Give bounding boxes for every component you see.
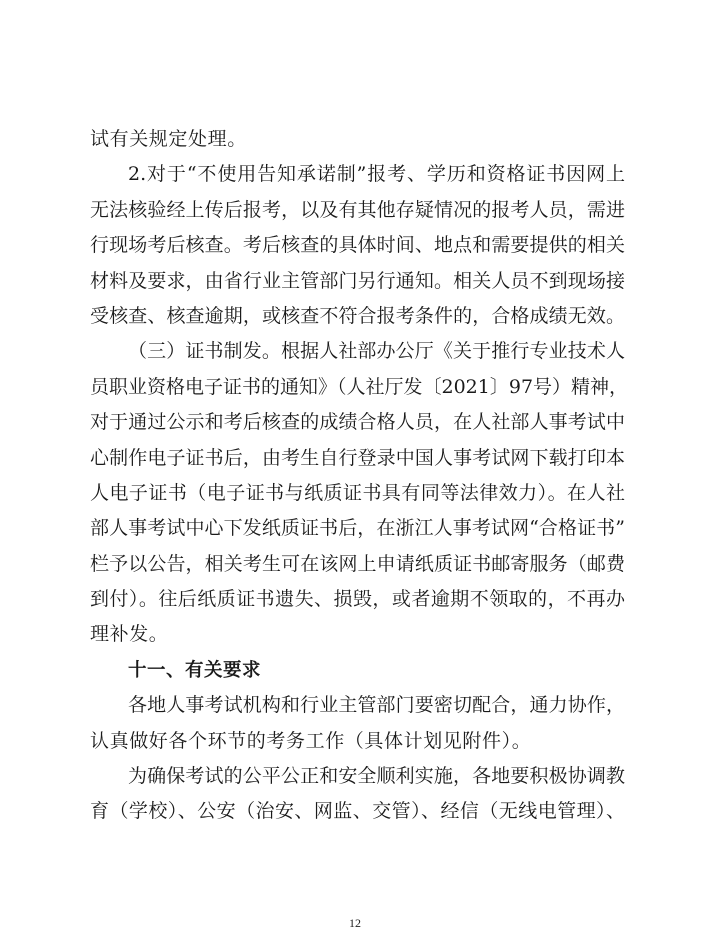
page-number: 12 — [349, 916, 361, 930]
text-line-3: 无法核验经上传后报考，以及有其他存疑情况的报考人员，需进 — [90, 198, 625, 221]
text-line-9: 对于通过公示和考后核查的成绩合格人员，在人社部人事考试中 — [90, 411, 625, 434]
text-line-11: 人电子证书（电子证书与纸质证书具有同等法律效力）。在人社 — [90, 481, 625, 504]
text-line-7: （三）证书制发。根据人社部办公厅《关于推行专业技术人 — [128, 340, 625, 363]
document-body — [90, 122, 629, 830]
text-line-17: 认真做好各个环节的考务工作（具体计划见附件）。 — [90, 729, 532, 752]
text-line-4: 行现场考后核查。考后核查的具体时间、地点和需要提供的相关 — [90, 234, 625, 257]
text-line-19: 育（学校）、公安（治安、网监、交管）、经信（无线电管理）、 — [90, 800, 625, 823]
text-line-18: 为确保考试的公平公正和安全顺利实施，各地要积极协调教 — [128, 765, 625, 788]
text-line-6: 受核查、核查逾期，或核查不符合报考条件的，合格成绩无效。 — [90, 304, 625, 327]
section-heading: 十一、有关要求 — [128, 659, 262, 681]
text-line-8: 员职业资格电子证书的通知》（人社厅发〔2021〕97号）精神， — [90, 375, 629, 398]
text-line-2: 2.对于“不使用告知承诺制”报考、学历和资格证书因网上 — [128, 163, 625, 186]
text-line-13: 栏予以公告，相关考生可在该网上申请纸质证书邮寄服务（邮费 — [90, 552, 625, 575]
text-line-1: 试有关规定处理。 — [90, 128, 247, 150]
text-line-10: 心制作电子证书后，由考生自行登录中国人事考试网下载打印本 — [90, 446, 625, 469]
text-line-12: 部人事考试中心下发纸质证书后，在浙江人事考试网“合格证书” — [90, 517, 625, 540]
text-line-5: 材料及要求，由省行业主管部门另行通知。相关人员不到现场接 — [90, 269, 625, 292]
text-line-16: 各地人事考试机构和行业主管部门要密切配合，通力协作， — [128, 694, 625, 717]
text-line-14: 到付）。往后纸质证书遗失、损毁，或者逾期不领取的，不再办 — [90, 588, 625, 611]
text-line-15: 理补发。 — [90, 623, 169, 646]
